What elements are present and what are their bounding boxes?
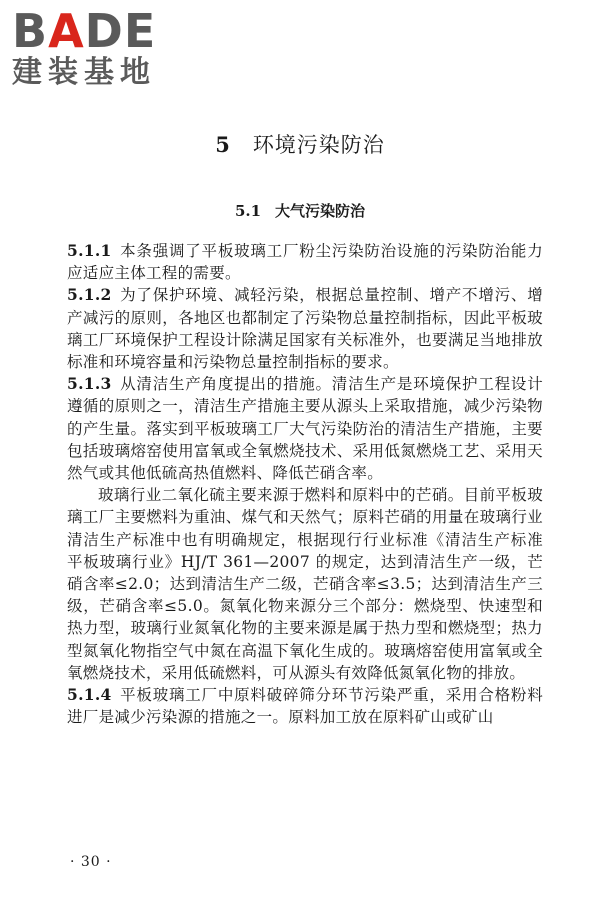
clause-number: 5.1.1 [67, 241, 112, 260]
clause-text: 从清洁生产角度提出的措施。清洁生产是环境保护工程设计遵循的原则之一，清洁生产措施主要从源头上采取措施，减少污染物的产生量。落实到平板玻璃工厂大气污染防治的清洁生产措施，主要包括玻璃熔窑使用富氧或全氧燃烧技术、采用低氮燃烧工艺、采用天然气或其他低硫高热值燃料、降低芒硝含率。 [67, 375, 543, 483]
logo-letter-a: A [48, 4, 85, 58]
clause-paragraph [67, 284, 543, 373]
clause-text: 玻璃行业二氧化硫主要来源于燃料和原料中的芒硝。目前平板玻璃工厂主要燃料为重油、煤气和天然气；原料芒硝的用量在玻璃行业清洁生产标准中也有明确规定，根据现行行业标准《清洁生产标准 平板玻璃行业》HJ/T 361—2007 的规定，达到清洁生产一级，芒硝含率≤2.0；达到清洁生产二级，芒硝含率≤3.5；达到清洁生产三级，芒硝含率≤5.0。氮氧化物来源分三个部分：燃烧型、快速型和热力型，玻璃行业氮氧化物的主要来源是属于热力型和燃烧型；热力型氮氧化物指空气中氮在高温下氧化生成的。玻璃熔窑使用富氧或全氧燃烧技术，采用低硫燃料，可从源头有效降低氮氧化物的排放。 [67, 486, 559, 682]
logo-letter-b: B [12, 4, 49, 58]
section-heading [0, 200, 600, 222]
clause-number: 5.1.3 [67, 374, 112, 394]
clause-paragraph [67, 240, 543, 284]
chapter-title: 环境污染防治 [252, 133, 385, 157]
clause-text: 为了保护环境、减轻污染，根据总量控制、增产不增污、增产减污的原则，各地区也都制定了污染物总量控制指标，因此平板玻璃工厂环境保护工程设计除满足国家有关标准外，也要满足当地排放标准和环境容量和污染物总量控制指标的要求。 [67, 286, 543, 372]
page-number: · 30 · [70, 854, 112, 870]
logo-subtitle: 建装基地 [12, 55, 156, 90]
logo-letters-de: DE [84, 4, 157, 58]
section-number: 5.1 [234, 202, 262, 220]
clause-paragraph [67, 684, 543, 728]
body-text [67, 240, 559, 728]
logo-wordmark [12, 6, 182, 56]
clause-number: 5.1.4 [67, 685, 112, 705]
bade-logo [12, 6, 182, 92]
clause-number: 5.1.2 [67, 285, 112, 305]
chapter-heading [0, 131, 600, 159]
section-title: 大气污染防治 [275, 202, 366, 220]
clause-text: 平板玻璃工厂中原料破碎筛分环节污染严重，采用合格粉料进厂是减少污染源的措施之一。原料加工放在原料矿山或矿山 [67, 686, 543, 727]
continuation-paragraph [67, 484, 559, 684]
clause-paragraph [67, 373, 543, 484]
chapter-number: 5 [215, 132, 231, 157]
clause-text: 本条强调了平板玻璃工厂粉尘污染防治设施的污染防治能力应适应主体工程的需要。 [67, 242, 543, 283]
